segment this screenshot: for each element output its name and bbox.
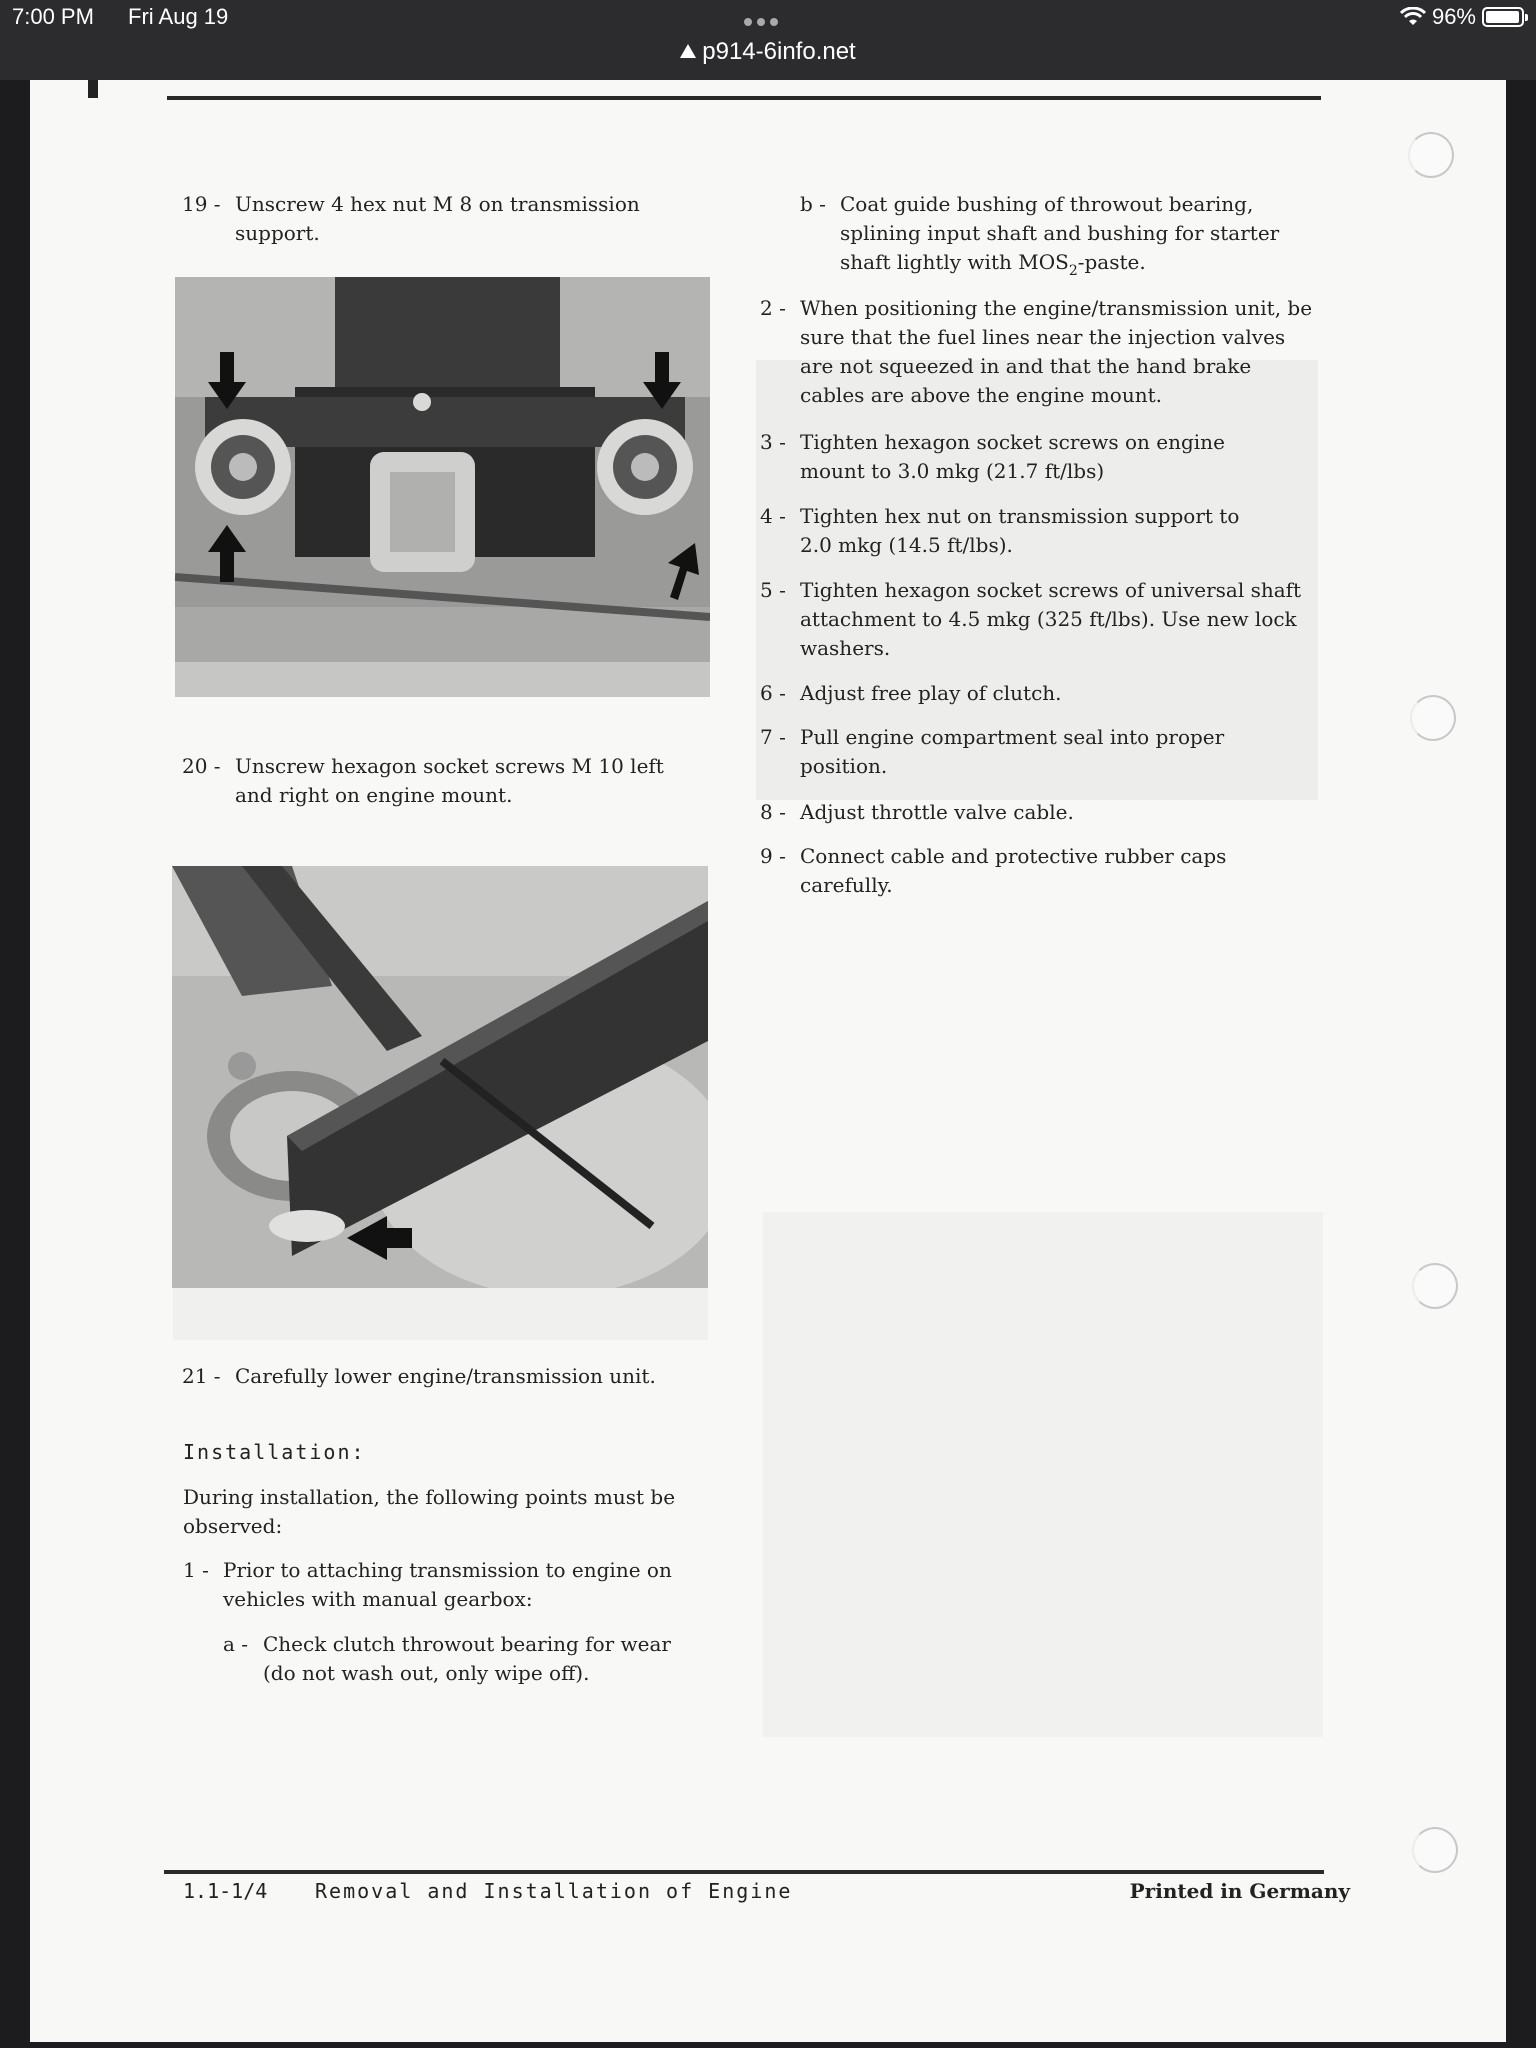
step-text: Connect cable and protective rubber caps carefully. — [800, 844, 1227, 897]
step-number: 3 - — [760, 430, 786, 454]
step-number: b - — [800, 192, 826, 216]
step-text: When positioning the engine/transmission unit, be sure that the fuel lines near the injection valves are not squeezed in and that the hand brake cables are above the engine mount. — [800, 296, 1313, 407]
step-number: 6 - — [760, 681, 786, 705]
punch-hole — [1410, 695, 1456, 741]
installation-heading: Installation: — [183, 1440, 366, 1464]
step-text: Coat guide bushing of throwout bearing, splining input shaft and bushing for starter shaft lightly with $MOS_2$-paste. — [840, 192, 1280, 279]
footer-title: Removal and Installation of Engine — [315, 1879, 793, 1903]
more-dots-icon[interactable] — [744, 18, 778, 26]
step-number: 7 - — [760, 725, 786, 749]
photo-engine-mount — [172, 866, 708, 1288]
step-number: a - — [223, 1632, 249, 1656]
status-time: 7:00 PM — [12, 4, 94, 29]
document-page — [30, 80, 1506, 2042]
bleed-through-area — [173, 1285, 708, 1340]
step-number: 19 - — [182, 192, 221, 216]
step-text: Tighten hexagon socket screws of universal shaft attachment to 4.5 mkg (325 ft/lbs). Use new lock washers. — [800, 578, 1302, 660]
step-text: Tighten hex nut on transmission support to 2.0 mkg (14.5 ft/lbs). — [800, 504, 1240, 557]
step-text: Check clutch throwout bearing for wear (do not wash out, only wipe off). — [263, 1632, 671, 1685]
url-text: p914-6info.net — [702, 38, 856, 65]
step-number: 4 - — [760, 504, 786, 528]
step-number: 21 - — [182, 1364, 221, 1388]
punch-hole — [1412, 1827, 1458, 1873]
page-mark — [88, 80, 98, 98]
step-text: Carefully lower engine/transmission unit. — [235, 1364, 656, 1388]
status-date: Fri Aug 19 — [128, 4, 229, 29]
step-text: Adjust throttle valve cable. — [800, 800, 1074, 824]
status-indicators — [1400, 4, 1524, 30]
step-number: 20 - — [182, 754, 221, 778]
installation-intro: During installation, the following points must be observed: — [183, 1485, 676, 1538]
step-number: 2 - — [760, 296, 786, 320]
step-number: 1 - — [183, 1558, 209, 1582]
step-number: 9 - — [760, 844, 786, 868]
footer-printed: Printed in Germany — [1129, 1879, 1350, 1903]
punch-hole — [1408, 132, 1454, 178]
battery-percent: 96% — [1431, 4, 1476, 29]
warning-triangle-icon — [680, 44, 696, 58]
photo-transmission-support — [175, 277, 710, 697]
punch-hole — [1412, 1263, 1458, 1309]
step-text: Unscrew hexagon socket screws M 10 left and right on engine mount. — [235, 754, 664, 807]
battery-icon — [1482, 7, 1524, 27]
bleed-through-area — [763, 1212, 1323, 1737]
bottom-rule — [164, 1870, 1324, 1874]
address-bar[interactable] — [0, 38, 1536, 66]
step-number: 5 - — [760, 578, 786, 602]
step-text: Tighten hexagon socket screws on engine mount to 3.0 mkg (21.7 ft/lbs) — [800, 430, 1225, 483]
status-bar — [0, 0, 1536, 80]
step-number: 8 - — [760, 800, 786, 824]
wifi-icon — [1400, 7, 1426, 27]
step-text: Adjust free play of clutch. — [800, 681, 1062, 705]
step-text: Pull engine compartment seal into proper position. — [800, 725, 1225, 778]
top-rule — [167, 96, 1321, 100]
step-text: Unscrew 4 hex nut M 8 on transmission support. — [235, 192, 640, 245]
step-text: Prior to attaching transmission to engine on vehicles with manual gearbox: — [223, 1558, 672, 1611]
footer-section-code: 1.1-1/4 — [183, 1879, 268, 1903]
